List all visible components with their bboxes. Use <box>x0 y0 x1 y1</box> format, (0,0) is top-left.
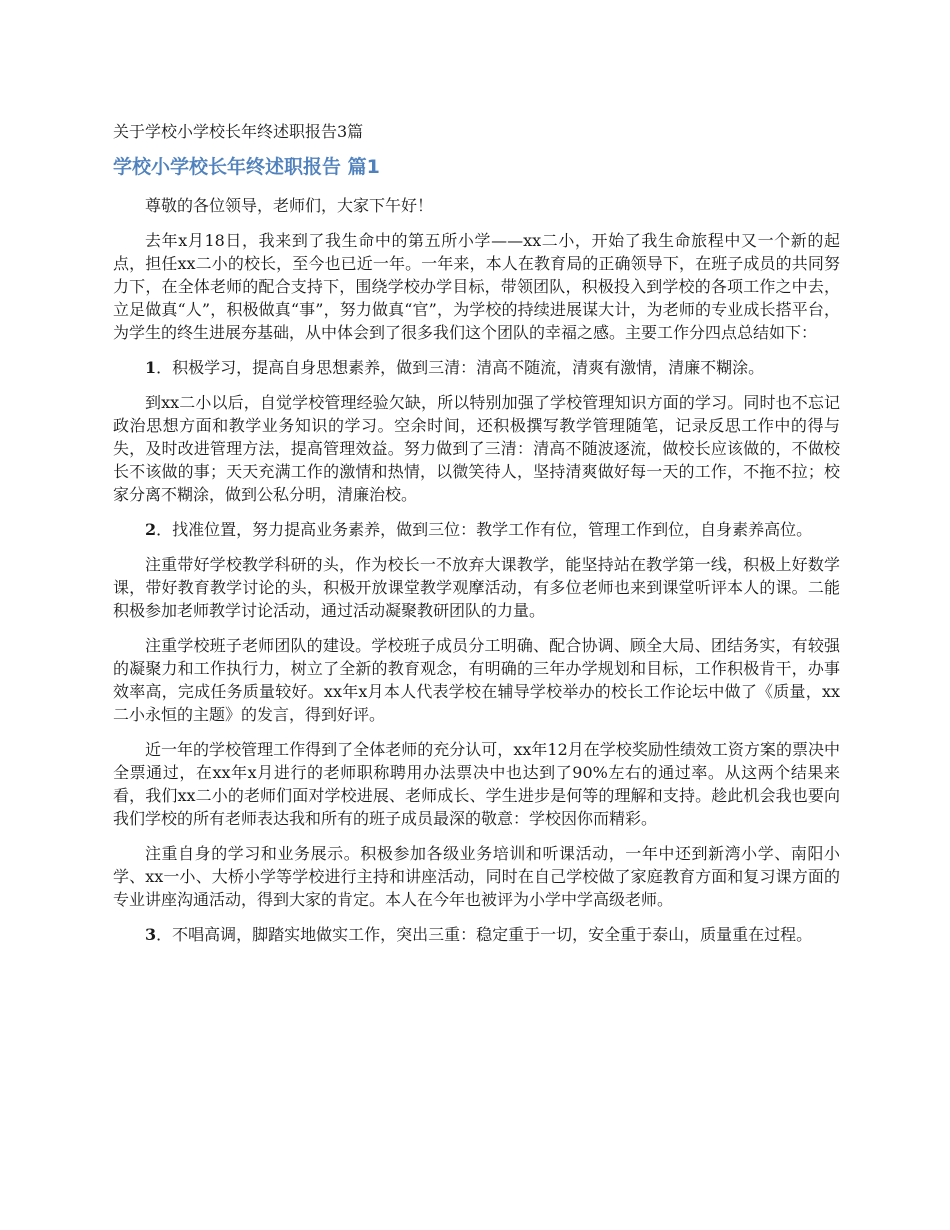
body-paragraph <box>113 738 840 830</box>
paragraph-text: ．找准位置，努力提高业务素养，做到三位：教学工作有位，管理工作到位，自身素养高位。 <box>156 520 813 539</box>
intro-paragraph <box>113 229 840 344</box>
body-paragraph <box>113 391 840 506</box>
document-title: 关于学校小学校长年终述职报告3篇 <box>113 122 364 141</box>
greeting-paragraph <box>113 194 840 217</box>
item-number: 1 <box>145 358 157 377</box>
point-1-heading <box>113 356 840 379</box>
paragraph-text: 注重带好学校教学科研的头，作为校长一不放弃大课教学，能坚持站在教学第一线，积极上好数学课，带好教育教学讨论的头，积极开放课堂教学观摩活动，有多位老师也来到课堂听评本人的课。二能积极参加老师教学讨论活动，通过活动凝聚教研团队的力量。 <box>113 555 840 620</box>
paragraph-text: 注重自身的学习和业务展示。积极参加各级业务培训和听课活动，一年中还到新湾小学、南阳小学、xx一小、大桥小学等学校进行主持和讲座活动，同时在自己学校做了家庭教育方面和复习课方面的专业讲座沟通活动，得到大家的肯定。本人在今年也被评为小学中学高级老师。 <box>113 844 840 909</box>
document-page <box>113 120 840 958</box>
paragraph-text: 注重学校班子老师团队的建设。学校班子成员分工明确、配合协调、顾全大局、团结务实，有较强的凝聚力和工作执行力，树立了全新的教育观念，有明确的三年办学规划和目标，工作积极肯干，办事效率高，完成任务质量较好。xx年x月本人代表学校在辅导学校举办的校长工作论坛中做了《质量，xx二小永恒的主题》的发言，得到好评。 <box>113 636 840 724</box>
body-paragraph <box>113 842 840 911</box>
paragraph-text: 到xx二小以后，自觉学校管理经验欠缺，所以特别加强了学校管理知识方面的学习。同时也不忘记政治思想方面和教学业务知识的学习。空余时间，还积极撰写教学管理随笔，记录反思工作中的得与失，及时改进管理方法，提高管理效益。努力做到了三清：清高不随波逐流，做校长应该做的，不做校长不该做的事；天天充满工作的激情和热情，以微笑待人，坚持清爽做好每一天的工作，不拖不拉；校家分离不糊涂，做到公私分明，清廉治校。 <box>113 393 840 504</box>
paragraph-text: ．积极学习，提高自身思想素养，做到三清：清高不随流，清爽有激情，清廉不糊涂。 <box>156 358 765 377</box>
section-heading: 学校小学校长年终述职报告 篇1 <box>113 156 380 178</box>
paragraph-text: 去年x月18日，我来到了我生命中的第五所小学——xx二小，开始了我生命旅程中又一个新的起点，担任xx二小的校长，至今也已近一年。一年来，本人在教育局的正确领导下，在班子成员的共同努力下，在全体老师的配合支持下，围绕学校办学目标，带领团队，积极投入到学校的各项工作之中去，立足做真“人”，积极做真“事”，努力做真“官”，为学校的持续进展谋大计，为老师的专业成长搭平台，为学生的终生进展夯基础，从中体会到了很多我们这个团队的幸福之感。主要工作分四点总结如下： <box>113 231 840 342</box>
point-3-heading <box>113 923 840 946</box>
item-number: 2 <box>145 520 157 539</box>
paragraph-text: 近一年的学校管理工作得到了全体老师的充分认可，xx年12月在学校奖励性绩效工资方案的票决中全票通过，在xx年x月进行的老师职称聘用办法票决中也达到了90%左右的通过率。从这两个结果来看，我们xx二小的老师们面对学校进展、老师成长、学生进步是何等的理解和支持。趁此机会我也要向我们学校的所有老师表达我和所有的班子成员最深的敬意：学校因你而精彩。 <box>113 740 840 828</box>
body-paragraph <box>113 553 840 622</box>
body-paragraph <box>113 634 840 726</box>
item-number: 3 <box>145 925 157 944</box>
paragraph-text: 尊敬的各位领导，老师们，大家下午好！ <box>145 196 434 215</box>
paragraph-text: ．不唱高调，脚踏实地做实工作，突出三重：稳定重于一切，安全重于泰山，质量重在过程。 <box>156 925 813 944</box>
point-2-heading <box>113 518 840 541</box>
